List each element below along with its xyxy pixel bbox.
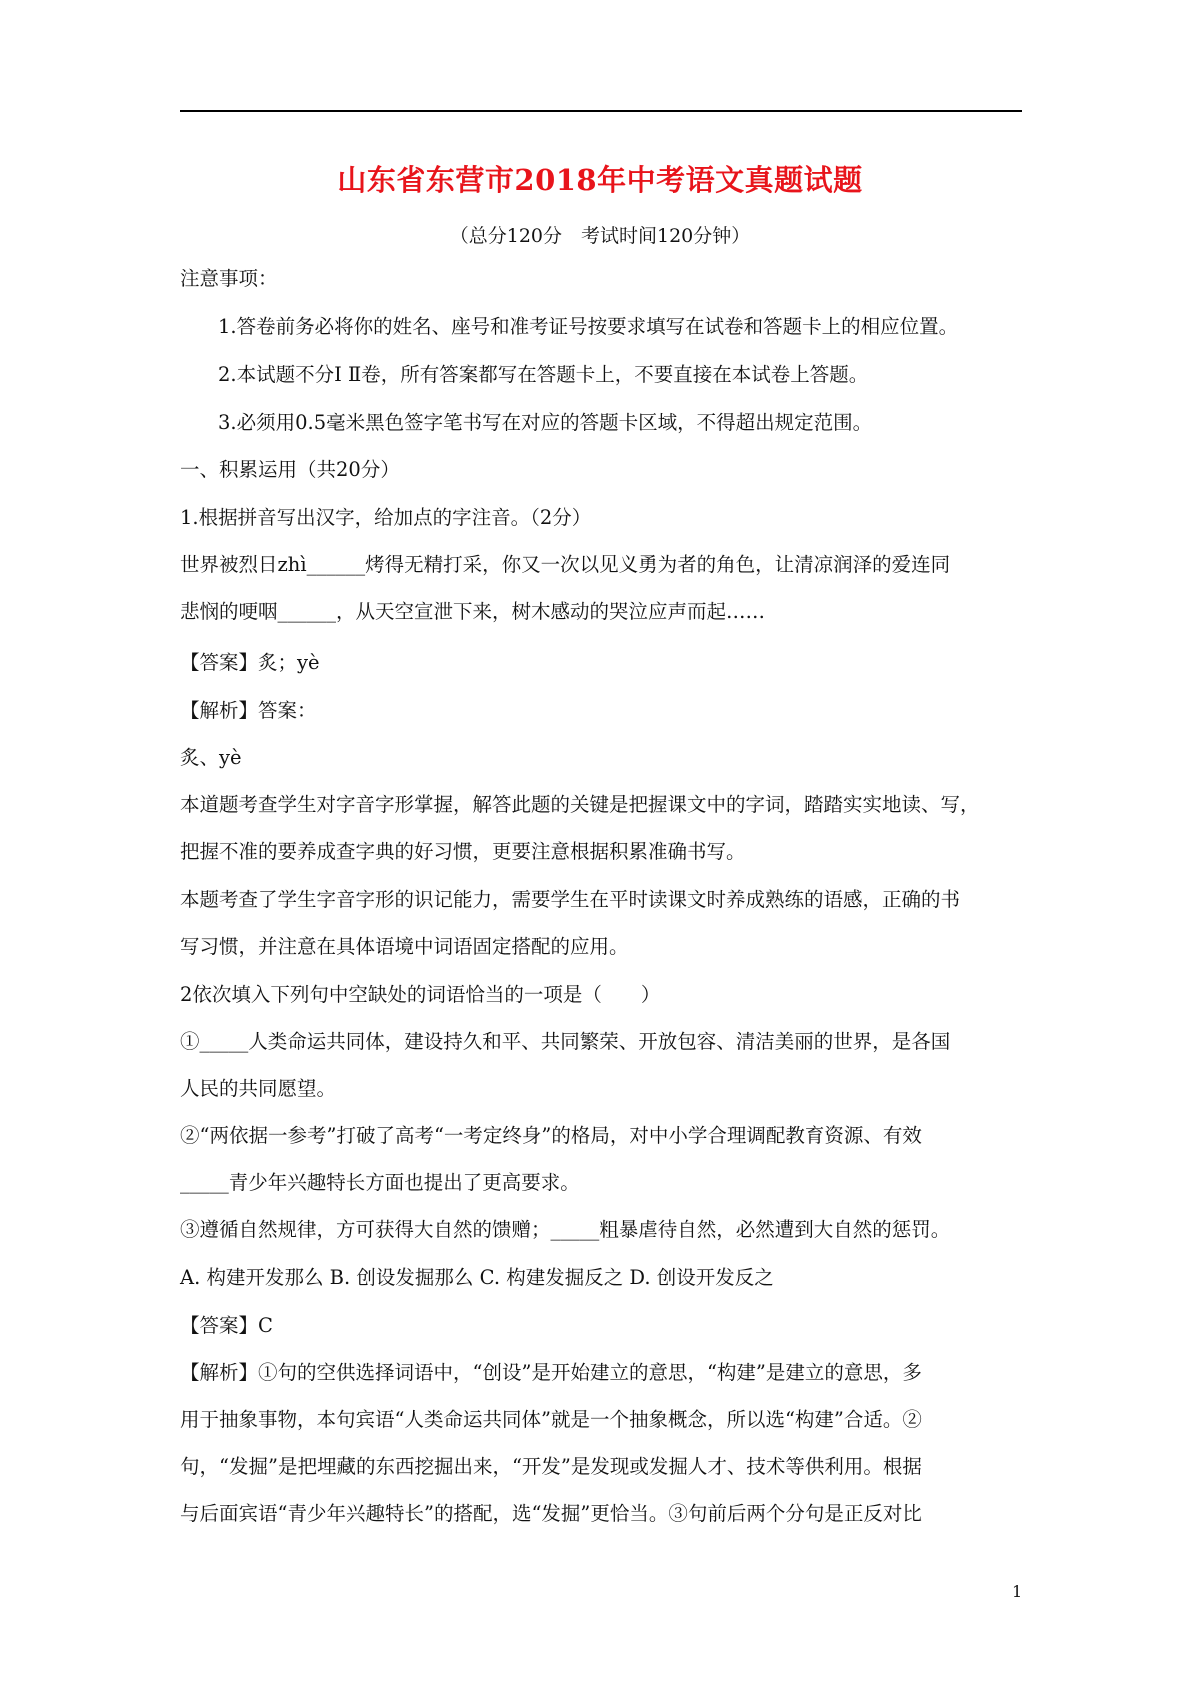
page-number: 1 <box>1012 1582 1023 1601</box>
analysis-line: 句，“发掘”是把埋藏的东西挖掘出来，“开发”是发现或发掘人才、技术等供利用。根据 <box>180 1455 922 1478</box>
analysis-line: 用于抽象事物，本句宾语“人类命运共同体”就是一个抽象概念，所以选“构建”合适。② <box>180 1408 922 1431</box>
question-text-line: 世界被烈日zhì______烤得无精打采，你又一次以见义勇为者的角色，让清凉润泽的爱连同 <box>180 553 951 576</box>
analysis-line: 本道题考查学生对字音字形掌握，解答此题的关键是把握课文中的字词，踏踏实实地读、写， <box>180 793 980 816</box>
question-stem: 1.根据拼音写出汉字，给加点的字注音。（2分） <box>180 506 592 529</box>
question-text-line: _____青少年兴趣特长方面也提出了更高要求。 <box>180 1171 580 1194</box>
section-heading: 一、积累运用（共20分） <box>180 458 400 481</box>
question-text-line: ③遵循自然规律，方可获得大自然的馈赠；_____粗暴虐待自然，必然遭到大自然的惩罚。 <box>180 1218 951 1241</box>
question-text-line: ②“两依据一参考”打破了高考“一考定终身”的格局，对中小学合理调配教育资源、有效 <box>180 1124 922 1147</box>
notice-item: 1.答卷前务必将你的姓名、座号和准考证号按要求填写在试卷和答题卡上的相应位置。 <box>218 315 959 338</box>
notice-heading: 注意事项： <box>180 267 278 290</box>
question-text-line: ①_____人类命运共同体，建设持久和平、共同繁荣、开放包容、清洁美丽的世界，是各国 <box>180 1030 951 1053</box>
analysis-line: 【解析】答案： <box>180 699 317 722</box>
document-title: 山东省东营市2018年中考语文真题试题 <box>337 163 863 197</box>
answer-line: 【答案】炙；yè <box>180 651 320 674</box>
question-text-line: 悲悯的哽咽______，从天空宣泄下来，树木感动的哭泣应声而起…… <box>180 600 766 623</box>
notice-item: 2.本试题不分Ⅰ Ⅱ卷，所有答案都写在答题卡上，不要直接在本试卷上答题。 <box>218 363 869 386</box>
analysis-line: 与后面宾语“青少年兴趣特长”的搭配，选“发掘”更恰当。③句前后两个分句是正反对比 <box>180 1502 922 1525</box>
analysis-line: 把握不准的要养成查字典的好习惯，更要注意根据积累准确书写。 <box>180 840 746 863</box>
answer-line: 【答案】C <box>180 1314 273 1337</box>
analysis-line: 写习惯，并注意在具体语境中词语固定搭配的应用。 <box>180 935 629 958</box>
header-rule <box>180 110 1022 112</box>
analysis-line: 本题考查了学生字音字形的识记能力，需要学生在平时读课文时养成熟练的语感，正确的书 <box>180 888 961 911</box>
analysis-line: 【解析】①句的空供选择词语中，“创设”是开始建立的意思，“构建”是建立的意思，多 <box>180 1361 922 1384</box>
question-stem: 2依次填入下列句中空缺处的词语恰当的一项是（ ） <box>180 983 661 1006</box>
document-subtitle: （总分120分 考试时间120分钟） <box>449 225 751 247</box>
options-line: A. 构建开发那么 B. 创设发掘那么 C. 构建发掘反之 D. 创设开发反之 <box>180 1266 774 1289</box>
question-text-line: 人民的共同愿望。 <box>180 1077 337 1100</box>
notice-item: 3.必须用0.5毫米黑色签字笔书写在对应的答题卡区域，不得超出规定范围。 <box>218 411 873 434</box>
analysis-line: 炙、yè <box>180 746 242 769</box>
